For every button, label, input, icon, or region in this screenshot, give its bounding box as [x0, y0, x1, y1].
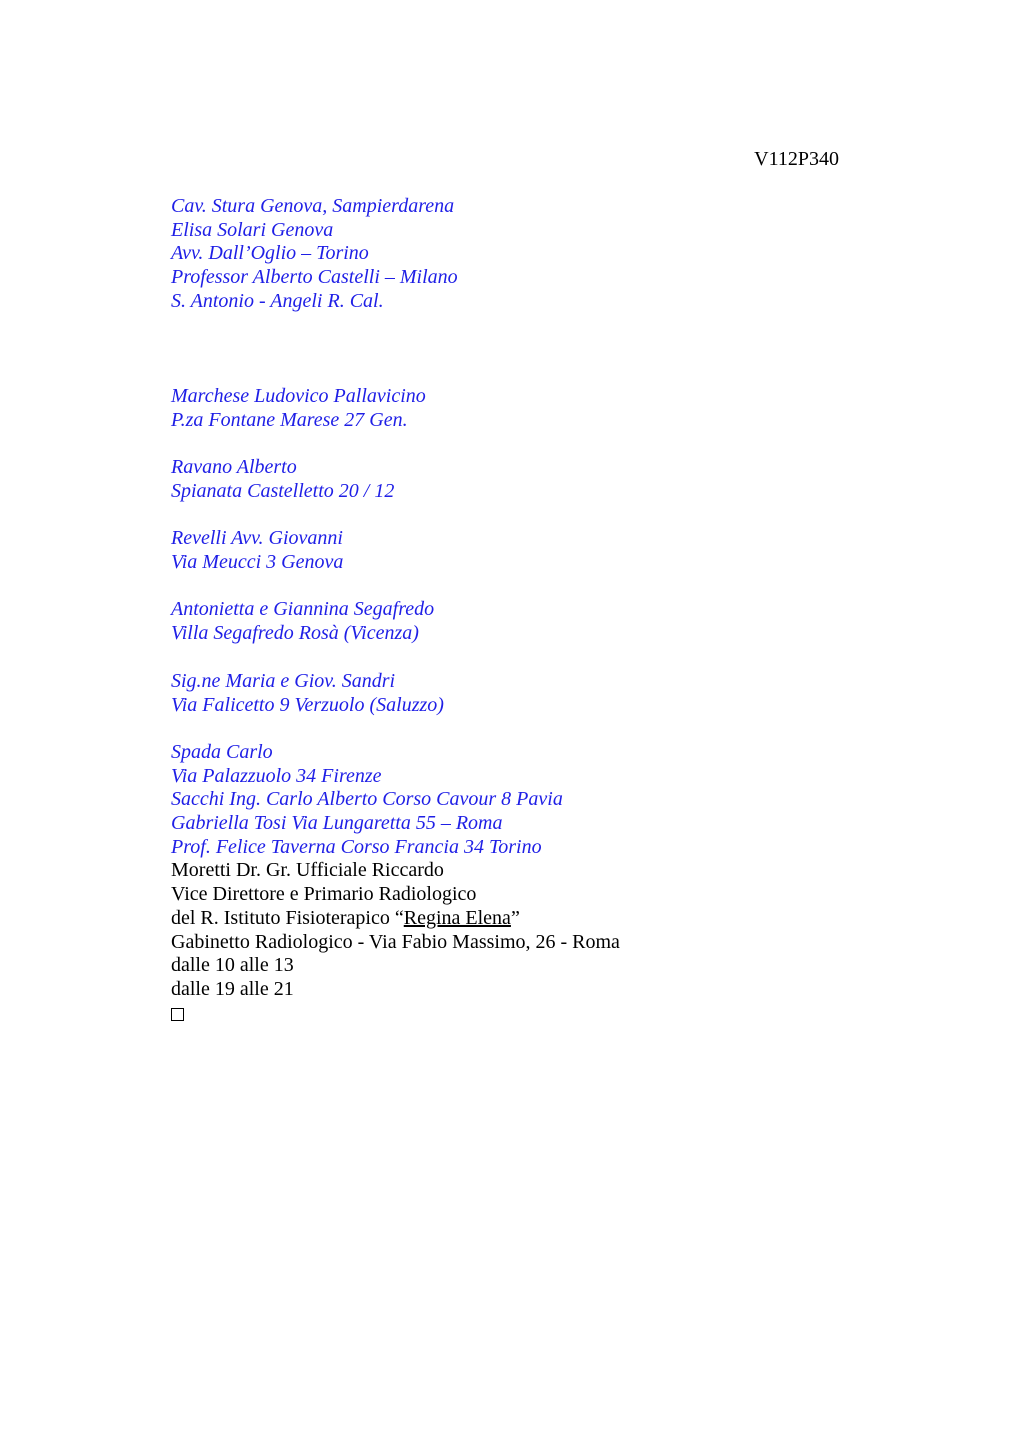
page-reference: V112P340 — [754, 148, 839, 170]
address-group-3 — [171, 456, 871, 503]
address-group-2 — [171, 385, 871, 432]
address-line: S. Antonio - Angeli R. Cal. — [171, 289, 384, 312]
doctor-name: Moretti Dr. Gr. Ufficiale Riccardo — [171, 859, 444, 882]
address-line: P.za Fontane Marese 27 Gen. — [171, 408, 408, 431]
address-line: Spada Carlo — [171, 741, 273, 763]
address-line: Villa Segafredo Rosà (Vicenza) — [171, 621, 419, 644]
institute-name: Regina Elena — [403, 906, 511, 929]
address-line: Spianata Castelletto 20 / 12 — [171, 479, 395, 502]
address-line: Gabriella Tosi Via Lungaretta 55 – Roma — [171, 812, 503, 835]
institute-suffix: ” — [510, 906, 520, 929]
address-line: Prof. Felice Taverna Corso Francia 34 Torino — [171, 835, 542, 858]
address-line: Cav. Stura Genova, Sampierdarena — [171, 195, 455, 217]
address-group-5 — [171, 598, 871, 645]
doctor-title: Vice Direttore e Primario Radiologico — [171, 883, 477, 906]
checkbox-line — [171, 1002, 871, 1026]
address-group-1 — [171, 195, 871, 313]
institute-line — [171, 907, 871, 931]
address-line: Avv. Dall’Oglio – Torino — [171, 242, 369, 265]
address-line: Professor Alberto Castelli – Milano — [171, 266, 458, 289]
address-line: Sacchi Ing. Carlo Alberto Corso Cavour 8 Pavia — [171, 788, 563, 811]
address-group-6 — [171, 670, 871, 717]
address-line: Via Palazzuolo 34 Firenze — [171, 764, 382, 787]
address-line: Revelli Avv. Giovanni — [171, 527, 343, 549]
address-line: Via Falicetto 9 Verzuolo (Saluzzo) — [171, 693, 444, 716]
address-line: Via Meucci 3 Genova — [171, 550, 344, 573]
institute-prefix: del R. Istituto Fisioterapico “ — [171, 906, 404, 929]
address-group-4 — [171, 527, 871, 574]
address-group-7 — [171, 741, 871, 1025]
hours-evening: dalle 19 alle 21 — [171, 977, 294, 1000]
office-address: Gabinetto Radiologico - Via Fabio Massimo, 26 - Roma — [171, 930, 620, 953]
address-line: Antonietta e Giannina Segafredo — [171, 598, 435, 620]
address-line: Sig.ne Maria e Giov. Sandri — [171, 670, 396, 692]
address-line: Ravano Alberto — [171, 456, 297, 478]
address-line: Elisa Solari Genova — [171, 218, 334, 241]
address-line: Marchese Ludovico Pallavicino — [171, 385, 426, 407]
hours-morning: dalle 10 alle 13 — [171, 954, 294, 977]
checkbox-icon — [171, 1008, 184, 1021]
